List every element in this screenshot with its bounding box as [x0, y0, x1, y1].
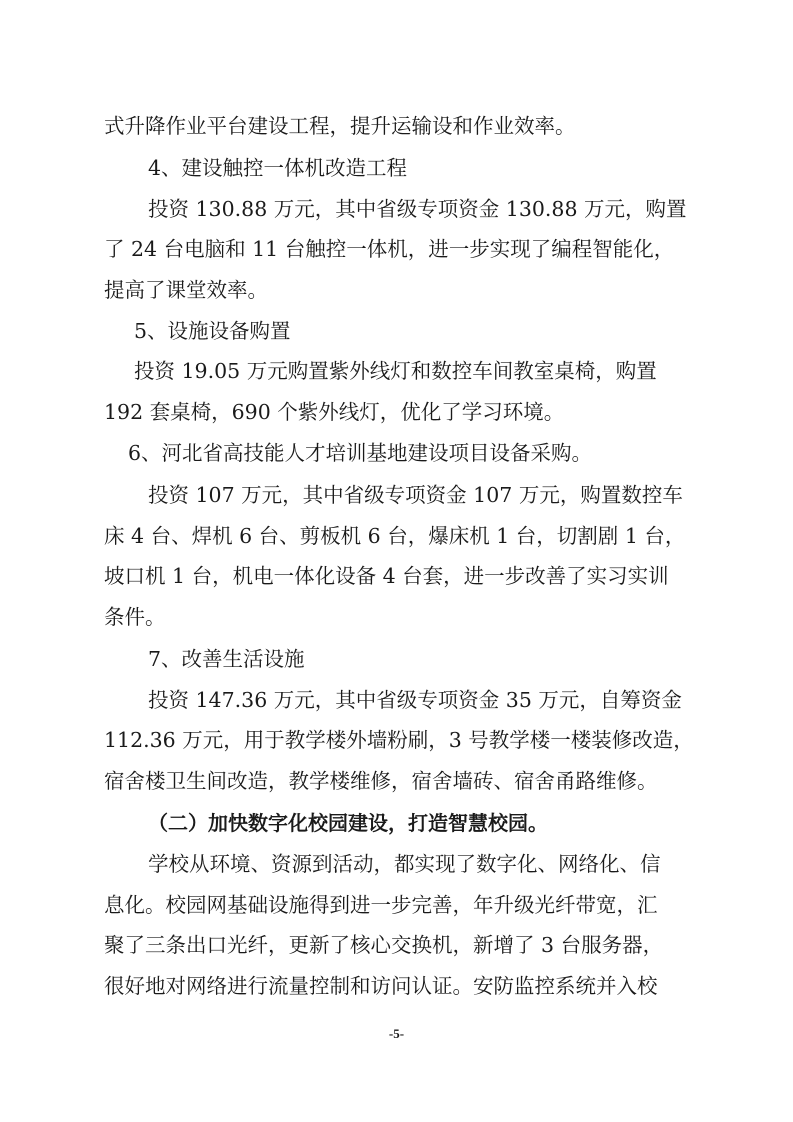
section-heading: 5、设施设备购置	[134, 319, 291, 343]
text-line: 提高了课堂效率。	[104, 278, 268, 302]
section-heading: 6、河北省高技能人才培训基地建设项目设备采购。	[128, 441, 593, 465]
text-line: 式升降作业平台建设工程，提升运输设和作业效率。	[104, 114, 576, 138]
subsection-heading: （二）加快数字化校园建设，打造智慧校园。	[148, 811, 548, 835]
text-line: 投资 130.88 万元，其中省级专项资金 130.88 万元，购置	[148, 197, 687, 221]
text-line: 床 4 台、焊机 6 台、剪板机 6 台，爆床机 1 台，切割剧 1 台，	[104, 524, 686, 548]
text-line: 了 24 台电脑和 11 台触控一体机，进一步实现了编程智能化，	[104, 237, 675, 261]
text-line: 息化。校园网基础设施得到进一步完善，年升级光纤带宽，汇	[104, 893, 658, 917]
text-line: 192 套桌椅，690 个紫外线灯，优化了学习环境。	[104, 400, 565, 424]
text-line: 条件。	[104, 605, 166, 629]
text-line: 宿舍楼卫生间改造，教学楼维修，宿舍墙砖、宿舍甬路维修。	[104, 769, 658, 793]
section-heading: 4、建设触控一体机改造工程	[148, 156, 408, 180]
text-line: 聚了三条出口光纤，更新了核心交换机，新增了 3 台服务器，	[104, 933, 664, 957]
text-line: 投资 19.05 万元购置紫外线灯和数控车间教室桌椅，购置	[134, 359, 657, 383]
text-line: 投资 147.36 万元，其中省级专项资金 35 万元，自筹资金	[148, 688, 682, 712]
text-line: 投资 107 万元，其中省级专项资金 107 万元，购置数控车	[148, 483, 683, 507]
text-line: 坡口机 1 台，机电一体化设备 4 台套，进一步改善了实习实训	[104, 564, 669, 588]
text-line: 很好地对网络进行流量控制和访问认证。安防监控系统并入校	[104, 974, 658, 998]
text-line: 学校从环境、资源到活动，都实现了数字化、网络化、信	[148, 852, 661, 876]
page-number: -5-	[388, 1026, 405, 1041]
text-line: 112.36 万元，用于教学楼外墙粉刷，3 号教学楼一楼装修改造，	[104, 728, 694, 752]
section-heading: 7、改善生活设施	[148, 647, 305, 671]
